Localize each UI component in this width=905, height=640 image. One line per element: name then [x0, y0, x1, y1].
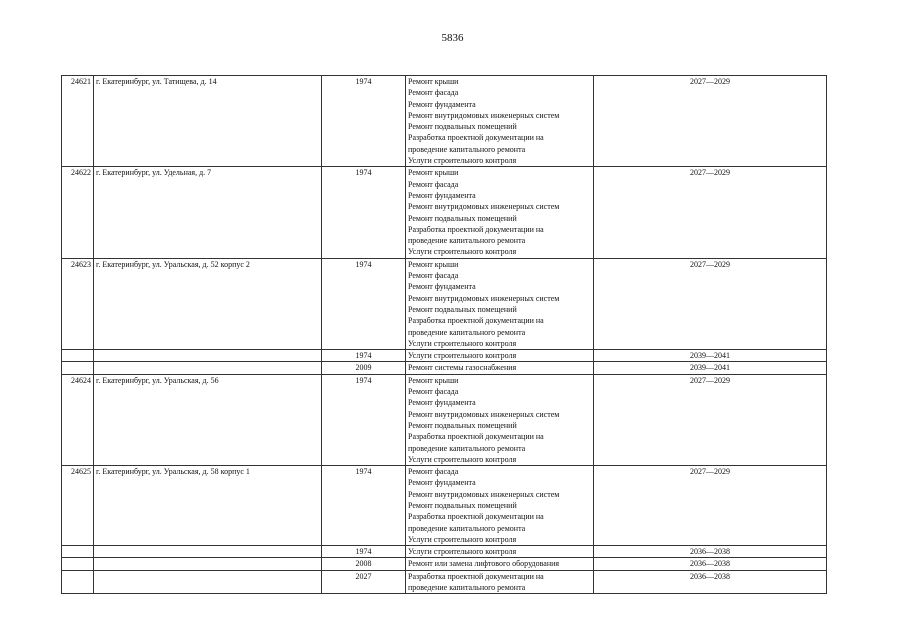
period-cell: 2027—2029	[594, 466, 827, 546]
work-item: Услуги строительного контроля	[408, 247, 517, 257]
object-id-cell: 24624	[62, 374, 94, 465]
works-cell	[406, 558, 594, 570]
object-id-cell	[62, 558, 94, 570]
table-row	[62, 167, 827, 258]
register-body	[62, 76, 827, 594]
work-item: Ремонт фундамента	[408, 282, 476, 292]
table-row	[62, 350, 827, 362]
object-id-cell	[62, 350, 94, 362]
table-row	[62, 570, 827, 594]
work-item: проведение капитального ремонта	[408, 236, 526, 246]
period-cell: 2027—2029	[594, 167, 827, 258]
table-row	[62, 466, 827, 546]
work-item: Ремонт крыши	[408, 259, 459, 269]
address-cell: г. Екатеринбург, ул. Уральская, д. 52 корпус 2	[94, 258, 322, 349]
works-cell	[406, 466, 594, 546]
address-cell: г. Екатеринбург, ул. Уральская, д. 58 корпус 1	[94, 466, 322, 546]
work-item: Ремонт подвальных помещений	[408, 213, 517, 223]
work-item: Ремонт или замена лифтового оборудования	[408, 559, 560, 569]
table-row	[62, 546, 827, 558]
work-item: Разработка проектной документации на	[408, 432, 544, 442]
period-cell: 2036—2038	[594, 558, 827, 570]
year-cell: 1974	[322, 167, 406, 258]
work-item: Услуги строительного контроля	[408, 351, 517, 361]
work-item: Ремонт крыши	[408, 375, 459, 385]
work-item: Ремонт внутридомовых инженерных систем	[408, 293, 560, 303]
work-item: Разработка проектной документации на	[408, 224, 544, 234]
work-item: Ремонт фасада	[408, 467, 459, 477]
year-cell: 2009	[322, 362, 406, 374]
object-id-cell	[62, 570, 94, 594]
work-item: Разработка проектной документации на	[408, 316, 544, 326]
year-cell: 2008	[322, 558, 406, 570]
table-row	[62, 76, 827, 167]
year-cell: 1974	[322, 466, 406, 546]
address-cell	[94, 558, 322, 570]
work-item: Ремонт фасада	[408, 179, 459, 189]
object-id-cell: 24621	[62, 76, 94, 167]
work-item: Ремонт фасада	[408, 271, 459, 281]
object-id-cell: 24623	[62, 258, 94, 349]
period-cell: 2027—2029	[594, 374, 827, 465]
work-item: Ремонт внутридомовых инженерных систем	[408, 409, 560, 419]
address-cell: г. Екатеринбург, ул. Уральская, д. 56	[94, 374, 322, 465]
period-cell: 2027—2029	[594, 258, 827, 349]
works-cell	[406, 76, 594, 167]
work-item: Ремонт крыши	[408, 77, 459, 86]
work-item: Ремонт внутридомовых инженерных систем	[408, 489, 560, 499]
work-item: проведение капитального ремонта	[408, 327, 526, 337]
work-item: проведение капитального ремонта	[408, 144, 526, 154]
address-cell: г. Екатеринбург, ул. Удельная, д. 7	[94, 167, 322, 258]
work-item: Ремонт фасада	[408, 387, 459, 397]
work-item: Услуги строительного контроля	[408, 547, 517, 557]
works-cell	[406, 362, 594, 374]
work-item: Разработка проектной документации на	[408, 133, 544, 143]
year-cell: 1974	[322, 258, 406, 349]
period-cell: 2039—2041	[594, 362, 827, 374]
table-row	[62, 258, 827, 349]
year-cell: 1974	[322, 76, 406, 167]
object-id-cell	[62, 546, 94, 558]
period-cell: 2039—2041	[594, 350, 827, 362]
year-cell: 1974	[322, 350, 406, 362]
work-item: Услуги строительного контроля	[408, 454, 517, 464]
address-cell	[94, 362, 322, 374]
work-item: проведение капитального ремонта	[408, 443, 526, 453]
year-cell: 1974	[322, 546, 406, 558]
address-cell	[94, 546, 322, 558]
address-cell: г. Екатеринбург, ул. Татищева, д. 14	[94, 76, 322, 167]
table-row	[62, 558, 827, 570]
capital-repair-register-table	[61, 75, 827, 594]
address-cell	[94, 350, 322, 362]
work-item: Ремонт фасада	[408, 88, 459, 98]
work-item: Ремонт внутридомовых инженерных систем	[408, 202, 560, 212]
work-item: Ремонт подвальных помещений	[408, 304, 517, 314]
work-item: Ремонт системы газоснабжения	[408, 363, 517, 373]
year-cell: 2027	[322, 570, 406, 594]
work-item: Ремонт фундамента	[408, 190, 476, 200]
works-cell	[406, 350, 594, 362]
object-id-cell	[62, 362, 94, 374]
work-item: Ремонт фундамента	[408, 99, 476, 109]
work-item: Услуги строительного контроля	[408, 534, 517, 544]
work-item: Ремонт крыши	[408, 168, 459, 178]
work-item: Разработка проектной документации на	[408, 512, 544, 522]
work-item: Ремонт фундамента	[408, 398, 476, 408]
work-item: проведение капитального ремонта	[408, 583, 526, 593]
table-row	[62, 374, 827, 465]
work-item: Ремонт фундамента	[408, 478, 476, 488]
work-item: Разработка проектной документации на	[408, 571, 544, 581]
address-cell	[94, 570, 322, 594]
period-cell: 2027—2029	[594, 76, 827, 167]
object-id-cell: 24622	[62, 167, 94, 258]
work-item: Ремонт подвальных помещений	[408, 122, 517, 132]
period-cell: 2036—2038	[594, 570, 827, 594]
works-cell	[406, 374, 594, 465]
work-item: Ремонт подвальных помещений	[408, 420, 517, 430]
period-cell: 2036—2038	[594, 546, 827, 558]
table-row	[62, 362, 827, 374]
works-cell	[406, 570, 594, 594]
works-cell	[406, 167, 594, 258]
work-item: Ремонт внутридомовых инженерных систем	[408, 110, 560, 120]
work-item: Ремонт подвальных помещений	[408, 500, 517, 510]
year-cell: 1974	[322, 374, 406, 465]
object-id-cell: 24625	[62, 466, 94, 546]
work-item: Услуги строительного контроля	[408, 156, 517, 166]
work-item: проведение капитального ремонта	[408, 523, 526, 533]
page-number: 5836	[441, 32, 464, 44]
works-cell	[406, 546, 594, 558]
work-item: Услуги строительного контроля	[408, 338, 517, 348]
works-cell	[406, 258, 594, 349]
